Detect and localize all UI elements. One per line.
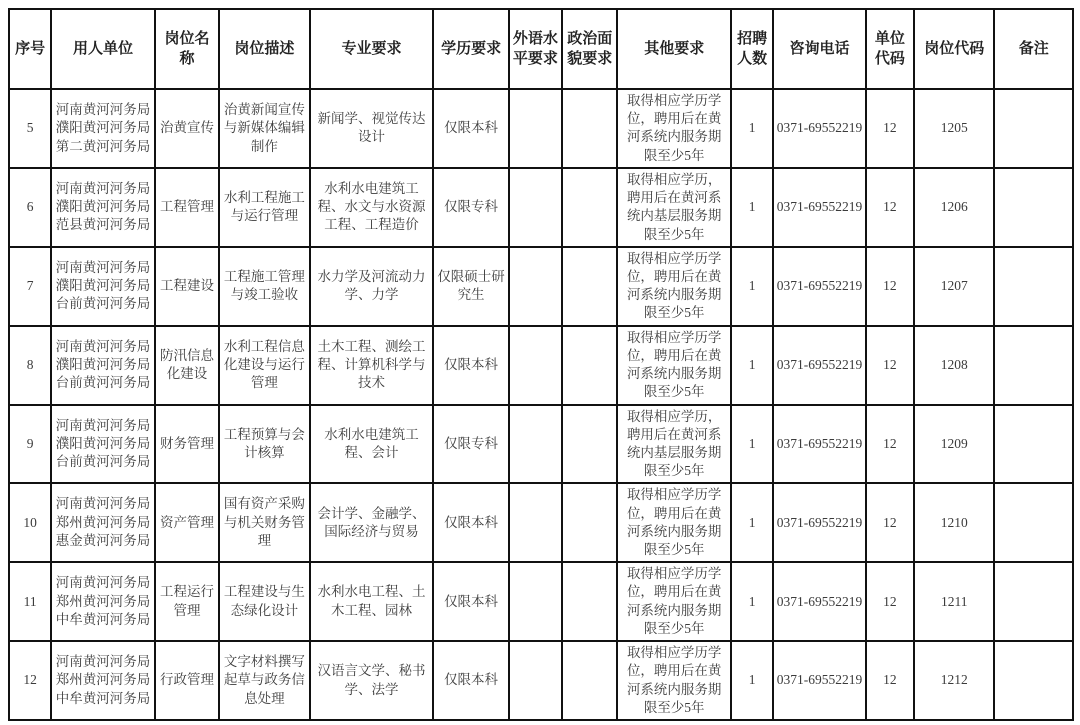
- cell-unit-code: 12: [866, 483, 914, 562]
- cell-lang: [509, 641, 562, 720]
- cell-political: [562, 326, 617, 405]
- cell-political: [562, 641, 617, 720]
- cell-count: 1: [731, 247, 773, 326]
- cell-no: 10: [9, 483, 51, 562]
- header-title: 岗位名称: [155, 9, 219, 89]
- cell-no: 12: [9, 641, 51, 720]
- table-row: [9, 168, 1073, 247]
- cell-phone: 0371-69552219: [773, 168, 866, 247]
- header-other: 其他要求: [617, 9, 731, 89]
- cell-job-code: 1210: [914, 483, 994, 562]
- cell-political: [562, 89, 617, 168]
- cell-count: 1: [731, 405, 773, 484]
- cell-employer: 河南黄河河务局濮阳黄河河务局台前黄河河务局: [51, 326, 155, 405]
- header-row: [9, 9, 1073, 89]
- cell-no: 8: [9, 326, 51, 405]
- cell-lang: [509, 405, 562, 484]
- header-lang: 外语水平要求: [509, 9, 562, 89]
- cell-desc: 工程建设与生态绿化设计: [219, 562, 310, 641]
- cell-desc: 水利工程信息化建设与运行管理: [219, 326, 310, 405]
- cell-political: [562, 562, 617, 641]
- header-unit-code: 单位代码: [866, 9, 914, 89]
- cell-job-code: 1207: [914, 247, 994, 326]
- cell-count: 1: [731, 89, 773, 168]
- cell-major: 会计学、金融学、国际经济与贸易: [310, 483, 434, 562]
- cell-unit-code: 12: [866, 247, 914, 326]
- cell-political: [562, 483, 617, 562]
- cell-edu: 仅限本科: [433, 483, 508, 562]
- cell-no: 11: [9, 562, 51, 641]
- table-row: [9, 562, 1073, 641]
- header-job-code: 岗位代码: [914, 9, 994, 89]
- cell-edu: 仅限本科: [433, 326, 508, 405]
- cell-political: [562, 168, 617, 247]
- cell-other: 取得相应学历学位，聘用后在黄河系统内服务期限至少5年: [617, 562, 731, 641]
- header-desc: 岗位描述: [219, 9, 310, 89]
- cell-major: 水力学及河流动力学、力学: [310, 247, 434, 326]
- cell-other: 取得相应学历学位，聘用后在黄河系统内服务期限至少5年: [617, 483, 731, 562]
- cell-desc: 水利工程施工与运行管理: [219, 168, 310, 247]
- cell-title: 工程建设: [155, 247, 219, 326]
- cell-employer: 河南黄河河务局郑州黄河河务局中牟黄河河务局: [51, 562, 155, 641]
- cell-job-code: 1209: [914, 405, 994, 484]
- cell-title: 行政管理: [155, 641, 219, 720]
- cell-note: [994, 483, 1073, 562]
- cell-lang: [509, 89, 562, 168]
- cell-phone: 0371-69552219: [773, 89, 866, 168]
- cell-title: 防汛信息化建设: [155, 326, 219, 405]
- cell-phone: 0371-69552219: [773, 641, 866, 720]
- cell-phone: 0371-69552219: [773, 326, 866, 405]
- cell-other: 取得相应学历学位，聘用后在黄河系统内服务期限至少5年: [617, 326, 731, 405]
- header-count: 招聘人数: [731, 9, 773, 89]
- cell-no: 9: [9, 405, 51, 484]
- cell-edu: 仅限专科: [433, 168, 508, 247]
- cell-job-code: 1211: [914, 562, 994, 641]
- cell-no: 6: [9, 168, 51, 247]
- recruitment-table: [8, 8, 1074, 721]
- header-no: 序号: [9, 9, 51, 89]
- cell-edu: 仅限本科: [433, 641, 508, 720]
- cell-lang: [509, 483, 562, 562]
- cell-title: 工程运行管理: [155, 562, 219, 641]
- cell-other: 取得相应学历，聘用后在黄河系统内基层服务期限至少5年: [617, 405, 731, 484]
- cell-major: 汉语言文学、秘书学、法学: [310, 641, 434, 720]
- cell-desc: 文字材料撰写起草与政务信息处理: [219, 641, 310, 720]
- cell-count: 1: [731, 483, 773, 562]
- cell-job-code: 1206: [914, 168, 994, 247]
- cell-edu: 仅限专科: [433, 405, 508, 484]
- cell-no: 7: [9, 247, 51, 326]
- cell-note: [994, 168, 1073, 247]
- cell-unit-code: 12: [866, 326, 914, 405]
- cell-employer: 河南黄河河务局濮阳黄河河务局范县黄河河务局: [51, 168, 155, 247]
- cell-other: 取得相应学历，聘用后在黄河系统内基层服务期限至少5年: [617, 168, 731, 247]
- cell-desc: 国有资产采购与机关财务管理: [219, 483, 310, 562]
- cell-phone: 0371-69552219: [773, 483, 866, 562]
- cell-title: 工程管理: [155, 168, 219, 247]
- cell-edu: 仅限本科: [433, 562, 508, 641]
- cell-edu: 仅限硕士研究生: [433, 247, 508, 326]
- cell-job-code: 1212: [914, 641, 994, 720]
- cell-lang: [509, 168, 562, 247]
- cell-employer: 河南黄河河务局濮阳黄河河务局第二黄河河务局: [51, 89, 155, 168]
- cell-job-code: 1208: [914, 326, 994, 405]
- header-major: 专业要求: [310, 9, 434, 89]
- cell-unit-code: 12: [866, 168, 914, 247]
- cell-edu: 仅限本科: [433, 89, 508, 168]
- cell-major: 水利水电建筑工程、会计: [310, 405, 434, 484]
- cell-count: 1: [731, 641, 773, 720]
- cell-desc: 治黄新闻宣传与新媒体编辑制作: [219, 89, 310, 168]
- cell-title: 资产管理: [155, 483, 219, 562]
- header-note: 备注: [994, 9, 1073, 89]
- cell-count: 1: [731, 168, 773, 247]
- header-edu: 学历要求: [433, 9, 508, 89]
- cell-desc: 工程施工管理与竣工验收: [219, 247, 310, 326]
- cell-count: 1: [731, 326, 773, 405]
- cell-major: 新闻学、视觉传达设计: [310, 89, 434, 168]
- cell-employer: 河南黄河河务局郑州黄河河务局惠金黄河河务局: [51, 483, 155, 562]
- cell-job-code: 1205: [914, 89, 994, 168]
- cell-phone: 0371-69552219: [773, 247, 866, 326]
- table-row: [9, 405, 1073, 484]
- cell-title: 治黄宣传: [155, 89, 219, 168]
- table-row: [9, 89, 1073, 168]
- table-row: [9, 326, 1073, 405]
- header-employer: 用人单位: [51, 9, 155, 89]
- cell-lang: [509, 326, 562, 405]
- cell-other: 取得相应学历学位，聘用后在黄河系统内服务期限至少5年: [617, 641, 731, 720]
- cell-political: [562, 405, 617, 484]
- cell-employer: 河南黄河河务局濮阳黄河河务局台前黄河河务局: [51, 247, 155, 326]
- cell-unit-code: 12: [866, 641, 914, 720]
- cell-count: 1: [731, 562, 773, 641]
- cell-desc: 工程预算与会计核算: [219, 405, 310, 484]
- header-political: 政治面貌要求: [562, 9, 617, 89]
- table-row: [9, 641, 1073, 720]
- cell-major: 水利水电建筑工程、水文与水资源工程、工程造价: [310, 168, 434, 247]
- cell-title: 财务管理: [155, 405, 219, 484]
- cell-note: [994, 247, 1073, 326]
- cell-note: [994, 405, 1073, 484]
- cell-employer: 河南黄河河务局濮阳黄河河务局台前黄河河务局: [51, 405, 155, 484]
- cell-note: [994, 89, 1073, 168]
- cell-lang: [509, 247, 562, 326]
- cell-no: 5: [9, 89, 51, 168]
- cell-unit-code: 12: [866, 405, 914, 484]
- cell-other: 取得相应学历学位，聘用后在黄河系统内服务期限至少5年: [617, 89, 731, 168]
- cell-lang: [509, 562, 562, 641]
- cell-employer: 河南黄河河务局郑州黄河河务局中牟黄河河务局: [51, 641, 155, 720]
- cell-unit-code: 12: [866, 89, 914, 168]
- cell-phone: 0371-69552219: [773, 405, 866, 484]
- cell-unit-code: 12: [866, 562, 914, 641]
- cell-note: [994, 641, 1073, 720]
- cell-other: 取得相应学历学位，聘用后在黄河系统内服务期限至少5年: [617, 247, 731, 326]
- cell-note: [994, 326, 1073, 405]
- cell-note: [994, 562, 1073, 641]
- cell-phone: 0371-69552219: [773, 562, 866, 641]
- table-row: [9, 483, 1073, 562]
- cell-major: 水利水电工程、土木工程、园林: [310, 562, 434, 641]
- table-row: [9, 247, 1073, 326]
- cell-major: 土木工程、测绘工程、计算机科学与技术: [310, 326, 434, 405]
- cell-political: [562, 247, 617, 326]
- header-phone: 咨询电话: [773, 9, 866, 89]
